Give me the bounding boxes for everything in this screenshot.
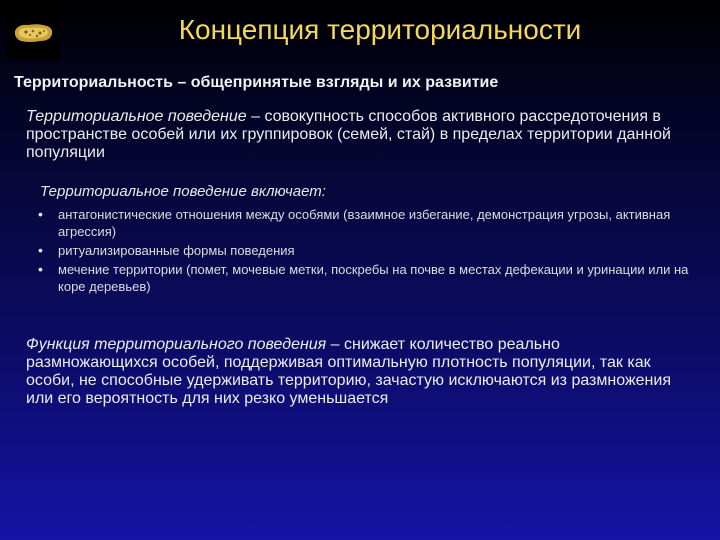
function-text: – снижает количество реально размножающихся особей, поддерживая оптимальную плотность популяции, так как особи, не способные удерживать территорию, зачастую исключаются из размножения или его вероятность для них резко уменьшается: [26, 336, 671, 407]
slide-subtitle: Территориальность – общепринятые взгляды и их развитие: [14, 74, 499, 91]
definition-term: Территориальное поведение: [26, 108, 247, 125]
bullet-icon: •: [38, 242, 43, 258]
definition-text: – совокупность способов активного рассредоточения в пространстве особей или их группировок (семей, стай) в пределах территории данной популяции: [26, 108, 671, 161]
bullet-icon: •: [38, 261, 43, 277]
behavior-list: [36, 206, 696, 297]
function-term: Функция территориального поведения: [26, 336, 327, 353]
definition-paragraph: [26, 108, 686, 162]
list-item-text: мечение территории (помет, мочевые метки, поскребы на почве в местах дефекации и уринации или на коре деревьев): [58, 262, 689, 294]
function-paragraph: [26, 336, 686, 408]
slide-title: Концепция территориальности: [178, 14, 582, 45]
list-item: [36, 261, 696, 295]
list-item: [36, 242, 696, 259]
list-item: [36, 206, 696, 240]
includes-heading: Территориальное поведение включает:: [40, 183, 326, 200]
bullet-icon: •: [38, 206, 43, 222]
list-item-text: ритуализированные формы поведения: [58, 243, 295, 258]
list-item-text: антагонистические отношения между особями (взаимное избегание, демонстрация угрозы, активная агрессия): [58, 207, 671, 239]
